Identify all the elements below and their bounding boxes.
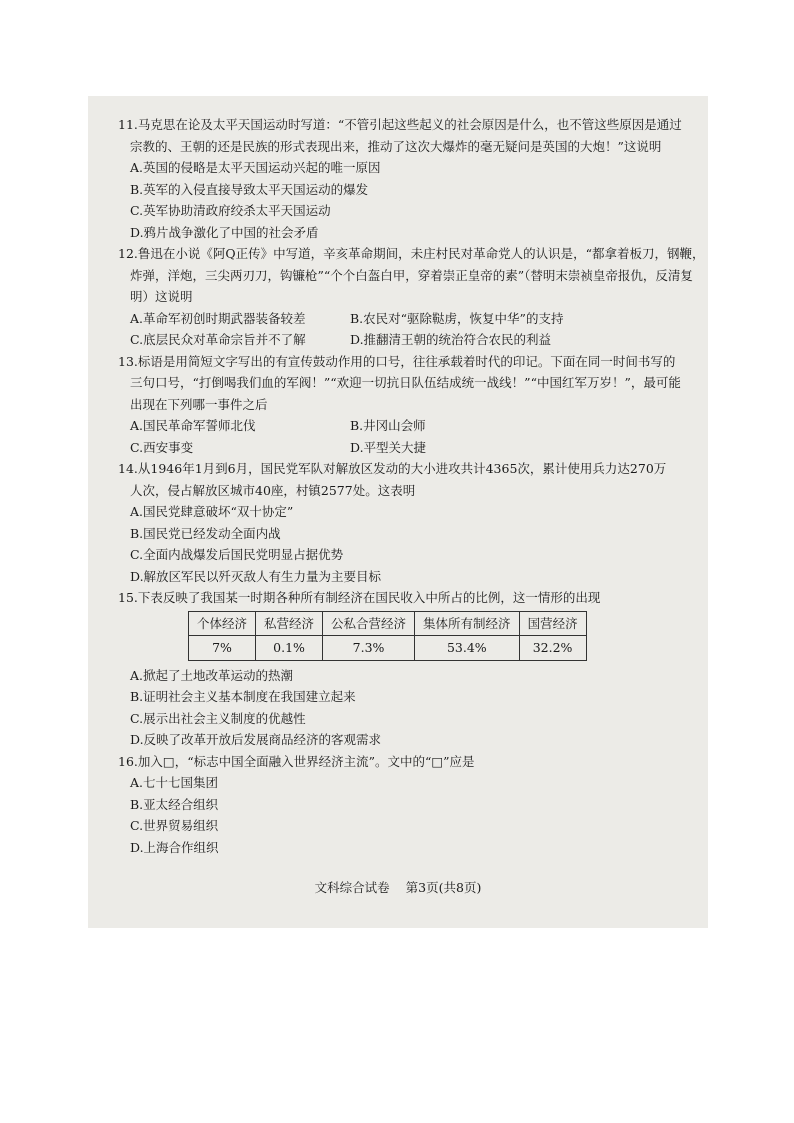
table-cell: 7% bbox=[189, 636, 256, 661]
question-16 bbox=[118, 751, 688, 859]
table-cell: 32.2% bbox=[519, 636, 586, 661]
question-stem-line: 出现在下列哪一事件之后 bbox=[130, 396, 268, 412]
question-stem-line: 宗教的、王朝的还是民族的形式表现出来，推动了这次大爆炸的毫无疑问是英国的大炮！”这说明 bbox=[130, 138, 662, 154]
table-cell: 0.1% bbox=[256, 636, 323, 661]
question-stem-line: 11.马克思在论及太平天国运动时写道：“不管引起这些起义的社会原因是什么，也不管这些原因是通过 bbox=[118, 117, 682, 132]
option-c: C.底层民众对革命宗旨并不了解 bbox=[130, 332, 306, 347]
question-stem-line: 明）这说明 bbox=[130, 289, 193, 304]
table-cell: 53.4% bbox=[415, 636, 520, 661]
question-12 bbox=[118, 243, 705, 351]
question-stem-line: 人次，侵占解放区城市40座，村镇2577处。这表明 bbox=[130, 482, 416, 498]
table-header-cell: 国营经济 bbox=[519, 611, 586, 636]
page-number: 第3页(共8页) bbox=[405, 880, 482, 895]
option-c: C.全面内战爆发后国民党明显占据优势 bbox=[130, 547, 344, 562]
page-footer bbox=[88, 878, 708, 896]
option-b: B.井冈山会师 bbox=[350, 418, 426, 433]
question-stem-line: 14.从1946年1月到6月，国民党军队对解放区发动的大小进攻共计4365次，累计使用兵力达270万 bbox=[118, 461, 667, 476]
exam-page bbox=[88, 96, 708, 928]
option-c: C.展示出社会主义制度的优越性 bbox=[130, 710, 306, 726]
question-stem-line: 15.下表反映了我国某一时期各种所有制经济在国民收入中所占的比例，这一情形的出现 bbox=[118, 590, 601, 605]
option-b: B.国民党已经发动全面内战 bbox=[130, 525, 281, 541]
question-13 bbox=[118, 351, 688, 459]
option-d: D.鸦片战争激化了中国的社会矛盾 bbox=[130, 224, 319, 240]
option-d: D.上海合作组织 bbox=[130, 839, 219, 855]
option-b: B.亚太经合组织 bbox=[130, 796, 219, 812]
option-c: C.西安事变 bbox=[130, 439, 194, 455]
option-a: A.国民党肆意破坏“双十协定” bbox=[130, 504, 294, 519]
option-d: D.反映了改革开放后发展商品经济的客观需求 bbox=[130, 732, 382, 747]
option-a: A.掀起了土地改革运动的热潮 bbox=[130, 667, 294, 683]
question-11 bbox=[118, 114, 688, 243]
option-row bbox=[118, 308, 688, 330]
question-stem-line: 炸弹，洋炮，三尖两刃刀，钩镰枪”“个个白盔白甲，穿着崇正皇帝的素”（替明末崇祯皇帝报仇，反清复 bbox=[130, 267, 693, 283]
question-14 bbox=[118, 458, 688, 587]
option-b: B.英军的入侵直接导致太平天国运动的爆发 bbox=[130, 181, 369, 197]
table-header-row bbox=[189, 611, 587, 636]
question-stem-line: 三句口号，“打倒喝我们血的军阀！”“欢迎一切抗日队伍结成统一战线！”“中国红军万岁！”，最可能 bbox=[130, 375, 681, 390]
option-c: C.世界贸易组织 bbox=[130, 818, 219, 833]
option-row bbox=[118, 415, 688, 437]
table-header-cell: 私营经济 bbox=[256, 611, 323, 636]
option-d: D.推翻清王朝的统治符合农民的利益 bbox=[350, 332, 552, 347]
option-b: B.证明社会主义基本制度在我国建立起来 bbox=[130, 689, 356, 704]
option-a: A.国民革命军誓师北伐 bbox=[130, 418, 256, 433]
table-row bbox=[189, 636, 587, 661]
table-cell: 7.3% bbox=[323, 636, 415, 661]
exam-title: 文科综合试卷 bbox=[314, 880, 390, 895]
option-row bbox=[118, 329, 688, 351]
question-stem-line: 12.鲁迅在小说《阿Q正传》中写道，辛亥革命期间，未庄村民对革命党人的认识是，“都拿着板刀，钢鞭， bbox=[118, 246, 705, 261]
table-header-cell: 公私合营经济 bbox=[323, 611, 415, 636]
option-d: D.平型关大捷 bbox=[350, 439, 427, 455]
table-header-cell: 集体所有制经济 bbox=[415, 611, 520, 636]
option-c: C.英军协助清政府绞杀太平天国运动 bbox=[130, 203, 331, 218]
option-row bbox=[118, 437, 688, 459]
option-a: A.英国的侵略是太平天国运动兴起的唯一原因 bbox=[130, 160, 381, 175]
table-header-cell: 个体经济 bbox=[189, 611, 256, 636]
question-stem-line: 13.标语是用简短文字写出的有宣传鼓动作用的口号，往往承载着时代的印记。下面在同一时间书写的 bbox=[118, 353, 676, 369]
option-a: A.革命军初创时期武器装备较差 bbox=[130, 310, 306, 326]
economy-ratio-table bbox=[188, 611, 587, 661]
option-d: D.解放区军民以歼灭敌人有生力量为主要目标 bbox=[130, 568, 382, 584]
question-15 bbox=[118, 587, 688, 751]
option-a: A.七十七国集团 bbox=[130, 775, 219, 790]
question-stem-line: 16.加入□，“标志中国全面融入世界经济主流”。文中的“□”应是 bbox=[118, 753, 475, 769]
question-list bbox=[118, 114, 705, 858]
option-b: B.农民对“驱除鞑虏，恢复中华”的支持 bbox=[350, 310, 564, 326]
